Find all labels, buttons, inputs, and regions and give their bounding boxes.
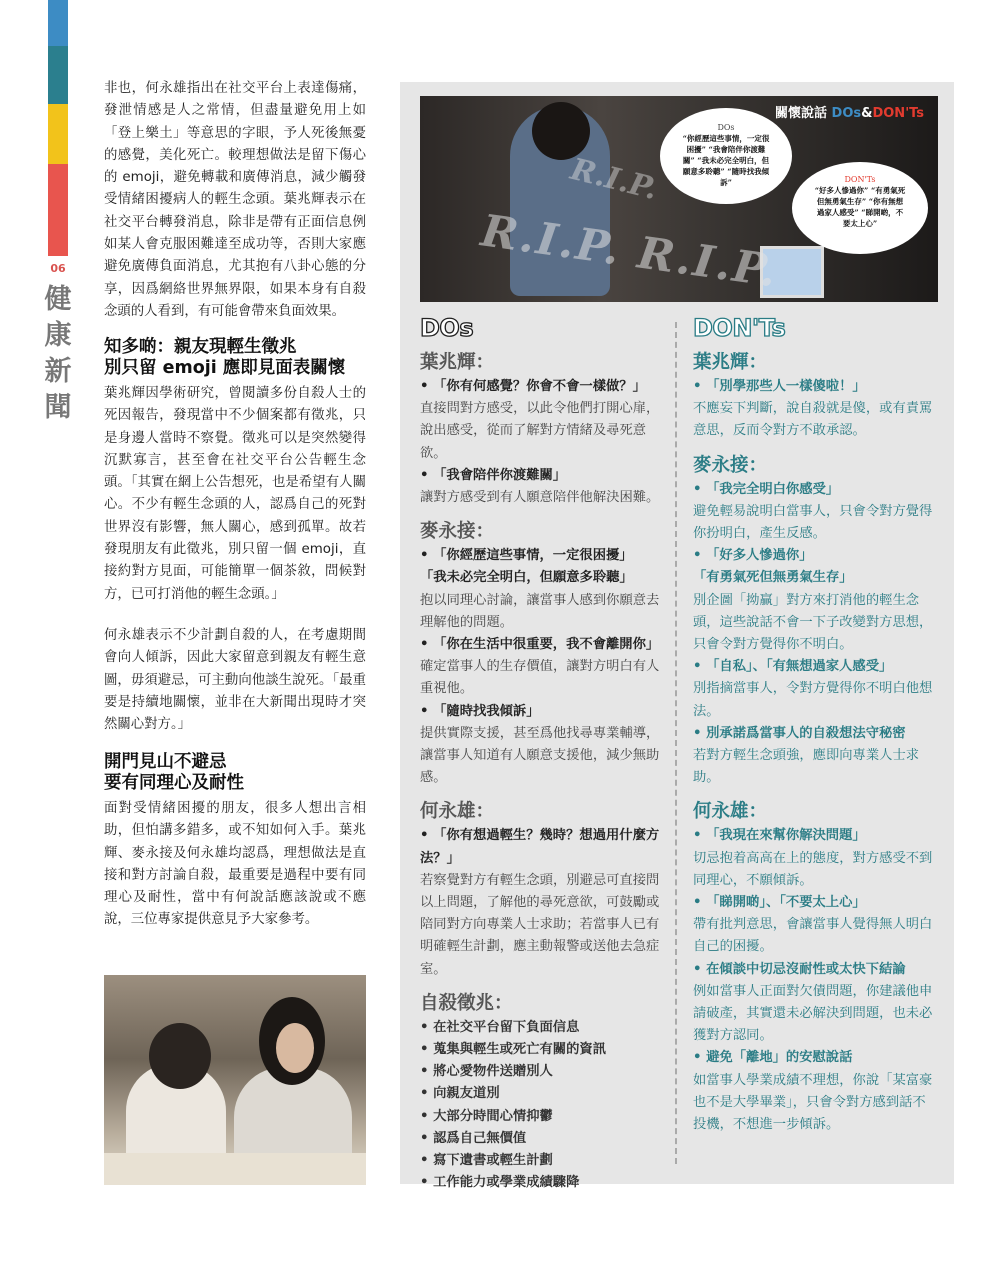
column-divider <box>675 322 677 1164</box>
speaker-name: 麥永接： <box>420 521 495 543</box>
panel-tag: 關懷說話 DOs&DON'Ts <box>775 106 925 121</box>
quote: • 「你在生活中很重要，我不會離開你」 <box>420 634 660 656</box>
explanation: 如當事人學業成績不理想，你說「某富豪也不是大學畢業」，只會令對方感到話不投機，不想進一步傾訴。 <box>693 1072 933 1133</box>
explanation: 別企圖「拗贏」對方來打消他的輕生念頭，這些說話不會一下子改變對方思想，只會令對方覺得你不明白。 <box>693 592 933 653</box>
explanation: 避免輕易說明白當事人，只會令對方覺得你扮明白，產生反感。 <box>693 503 933 542</box>
section2-heading: 開門見山不避忌 要有同理心及耐性 <box>104 752 244 793</box>
color-bar-teal <box>48 46 68 104</box>
page-number: 06 <box>50 262 66 275</box>
quote: • 別承諾爲當事人的自殺想法守秘密 <box>693 723 935 745</box>
quote: • 「你經歷這些事情，一定很困擾」 「我未必完全明白，但願意多聆聽」 <box>420 545 660 589</box>
donts-column <box>693 350 935 1136</box>
rip-text: R.I.P. R.I.P. <box>477 205 782 298</box>
explanation: 讓對方感受到有人願意陪伴他解決困難。 <box>420 490 660 506</box>
dos-title: DOs <box>420 314 474 342</box>
section2-para: 面對受情緒困擾的朋友，很多人想出言相助，但怕講多錯多，或不知如何入手。葉兆輝、麥永接及何永雄均認爲，理想做法是直接和對方討論自殺，最重要是過程中要有同理心及耐性，當中有何說話應該說或不應說，三位專家提供意見予大家參考。 <box>104 801 366 928</box>
quote: • 「隨時找我傾訴」 <box>420 701 660 723</box>
quote: • 在傾談中切忌沒耐性或太快下結論 <box>693 959 935 981</box>
explanation: 提供實際支援，甚至爲他找尋專業輔導，讓當事人知道有人願意支援他，減少無助感。 <box>420 725 660 786</box>
explanation: 例如當事人正面對欠債問題，你建議他申請破產，其實還未必解決到問題，也未必獲對方認同。 <box>693 983 933 1044</box>
quote: • 「別學那些人一樣傻啦！」 <box>693 376 935 398</box>
section-title: 健康新聞 <box>44 284 72 423</box>
rip-text-small: R.I.P. <box>567 151 661 208</box>
explanation: 若對方輕生念頭強，應即向專業人士求助。 <box>693 748 920 786</box>
explanation: 抱以同理心討論，讓當事人感到你願意去理解他的問題。 <box>420 592 660 630</box>
sign-item: • 寫下遺書或輕生計劃 <box>420 1150 660 1172</box>
section1-para1: 葉兆輝因學術研究，曾閱讀多份自殺人士的死因報告，發現當中不少個案都有徵兆，只是身邊人當時不察覺。徵兆可以是突然變得沉默寡言，甚至會在社交平台公告輕生念頭。「其實在網上公告想死，也是希望有人關心。不少有輕生念頭的人，認爲自己的死對世界沒有影響，無人關心，感到孤單。故若發現朋友有此徵兆，別只留一個 emoji，直接約對方見面，可能簡單一個茶敘，問候對方，已可打消他的輕生念頭。」 <box>104 386 366 602</box>
sign-item: • 大部分時間心情抑鬱 <box>420 1106 660 1128</box>
section1-heading: 知多啲：親友現輕生徵兆 別只留 emoji 應即見面表關懷 <box>104 337 346 378</box>
sign-item: • 將心愛物件送贈別人 <box>420 1061 660 1083</box>
explanation: 帶有批判意思，會讓當事人覺得無人明白自己的困擾。 <box>693 917 933 955</box>
color-bar-yellow <box>48 104 68 164</box>
quote: • 避免「離地」的安慰說話 <box>693 1047 935 1069</box>
sign-item: • 認爲自己無價值 <box>420 1128 660 1150</box>
section1-para2: 何永雄表示不少計劃自殺的人，在考慮期間會向人傾訴，因此大家留意到親友有輕生意圖，毋須避忌，可主動向他談生說死。「最重要是持續地關懷，並非在大新聞出現時才突然關心對方。」 <box>104 628 366 733</box>
explanation: 直接問對方感受，以此令他們打開心扉，說出感受，從而了解對方情緒及尋死意欲。 <box>420 401 660 461</box>
speaker-name: 葉兆輝： <box>693 352 768 373</box>
quote: • 「自私」、「有無想過家人感受」 <box>693 656 935 678</box>
quote: • 「好多人慘過你」 「有勇氣死但無勇氣生存」 <box>693 545 935 589</box>
signs-title: 自殺徵兆： <box>420 992 513 1014</box>
color-bar-red <box>48 164 68 256</box>
speaker-name: 何永雄： <box>420 801 495 823</box>
explanation: 切忌抱着高高在上的態度，對方感受不到同理心，不願傾訴。 <box>693 850 933 888</box>
explanation: 確定當事人的生存價值，讓對方明白有人重視他。 <box>420 659 660 697</box>
explanation: 不應妄下判斷，說自殺就是傻，或有責罵意思，反而令對方不敢承認。 <box>693 401 933 439</box>
sign-item: • 在社交平台留下負面信息 <box>420 1017 660 1039</box>
donts-title: DON'Ts <box>693 314 786 342</box>
sign-item: • 工作能力或學業成績驟降 <box>420 1172 660 1194</box>
speaker-name: 葉兆輝： <box>420 352 495 373</box>
quote: • 「我現在來幫你解決問題」 <box>693 825 935 847</box>
sign-item: • 向親友道別 <box>420 1083 660 1105</box>
quote: • 「你有何感覺？你會不會一樣做？」 <box>420 376 660 398</box>
bubble-dos: DOs “你經歷這些事情，一定很困擾” “我會陪伴你渡難關” “我未必完全明白，但願意多聆聽” “隨時找我傾訴” <box>660 108 792 204</box>
color-bar-blue <box>48 0 68 46</box>
intro-paragraph: 非也，何永雄指出在社交平台上表達傷痛，發泄情感是人之常情，但盡量避免用上如「登上樂土」等意思的字眼，予人死後無憂的感覺，美化死亡。較理想做法是留下傷心的 emoji，避免轉載和廣傳消息，減少觸發受情緒困擾病人的輕生念頭。葉兆輝表示在社交平台轉發消息，除非是帶有正面信息例如某人會克服困難達至成功等，否則大家應避免廣傳負面消息，尤其抱有八卦心態的分享，因爲網絡世界無界限，如果本身有自殺念頭的人看到，有可能會帶來負面效果。 <box>104 81 366 319</box>
explanation: 別指摘當事人，令對方覺得你不明白他想法。 <box>693 681 933 719</box>
speaker-name: 麥永接： <box>693 454 768 476</box>
quote: • 「你有想過輕生？幾時？想過用什麼方法？」 <box>420 825 660 869</box>
photo-comforting-friend <box>104 975 366 1185</box>
speaker-name: 何永雄： <box>693 801 768 823</box>
explanation: 若察覺對方有輕生念頭，別避忌可直接問以上問題，了解他的尋死意欲，可鼓勵或陪同對方向專業人士求助；若當事人已有明確輕生計劃，應主動報警或送他去急症室。 <box>420 872 660 977</box>
bubble-donts: DON'Ts “好多人慘過你” “有勇氣死但無勇氣生存” “你有無想過家人感受” “睇開啲，不要太上心” <box>792 162 928 254</box>
quote: • 「我完全明白你感受」 <box>693 479 935 501</box>
sign-item: • 蒐集與輕生或死亡有關的資訊 <box>420 1039 660 1061</box>
quote: • 「我會陪伴你渡難關」 <box>420 465 660 487</box>
quote: • 「睇開啲」、「不要太上心」 <box>693 892 935 914</box>
dos-column <box>420 350 660 1195</box>
